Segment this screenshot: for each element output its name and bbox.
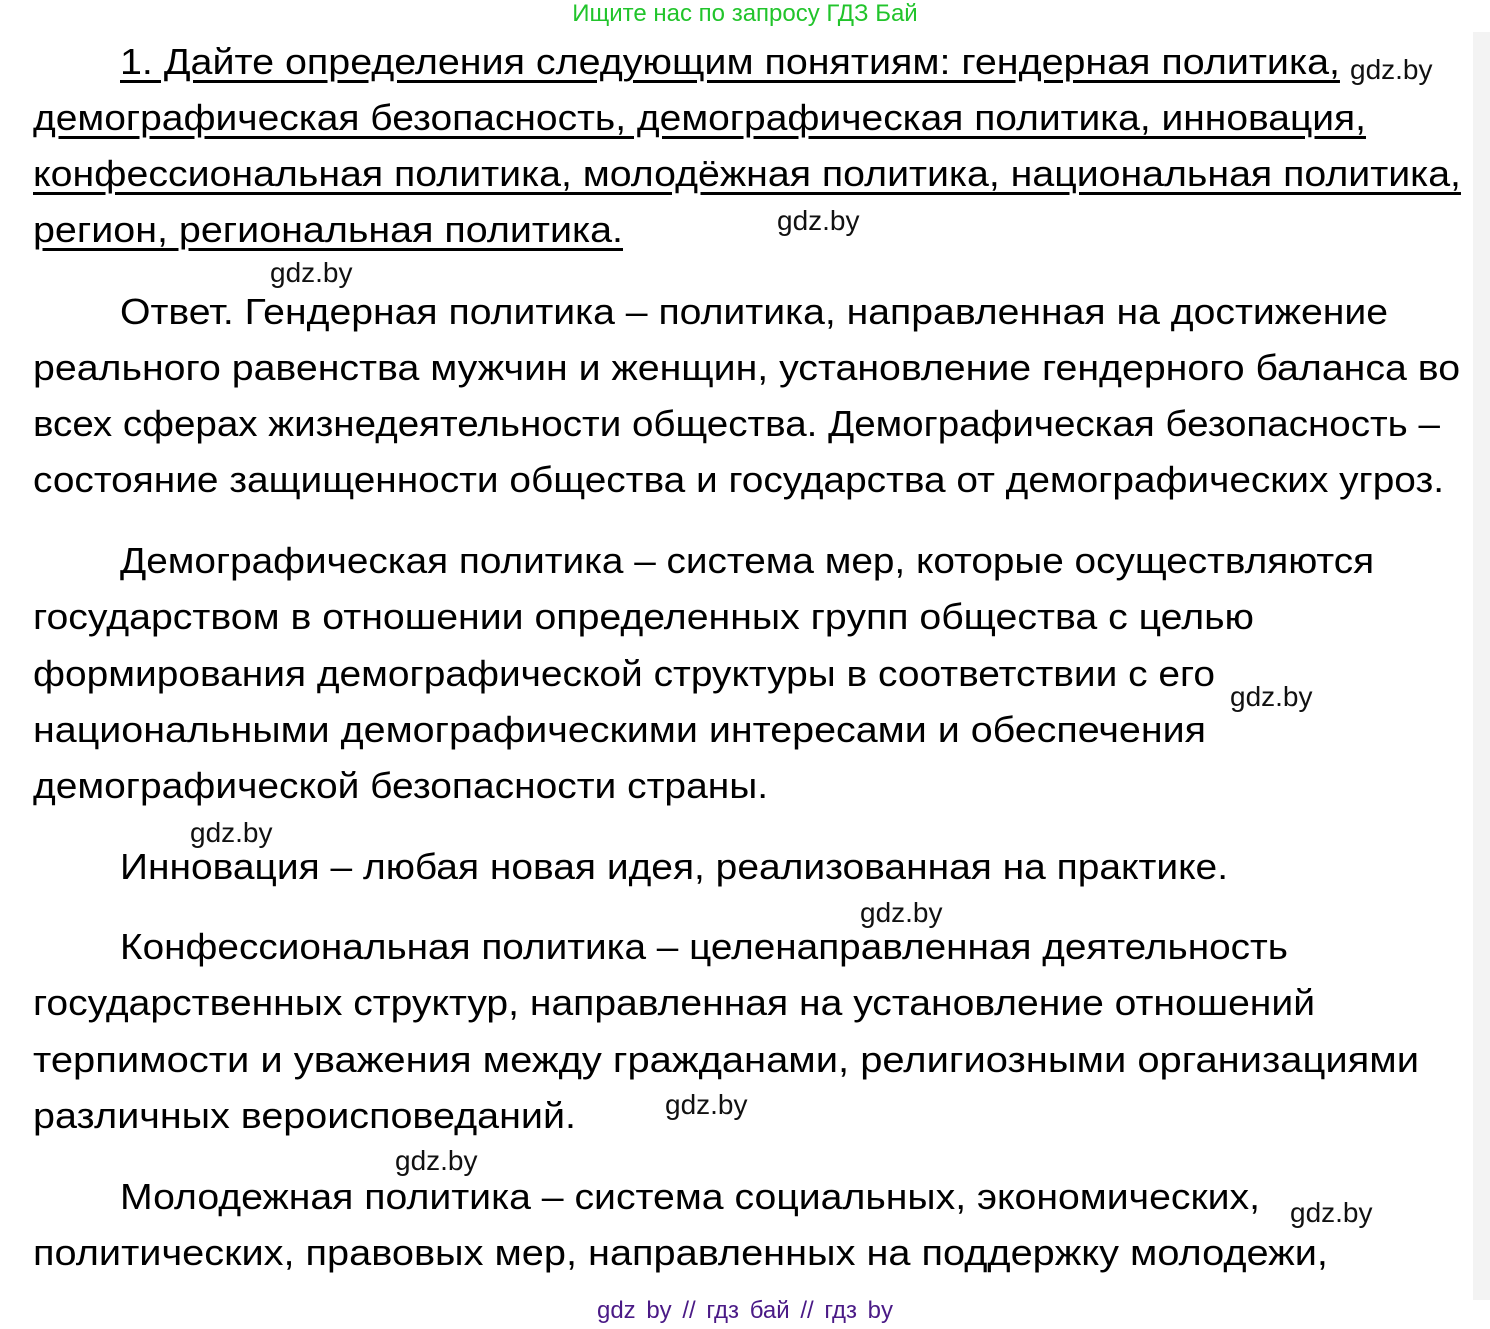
answer-line: состояние защищенности общества и государства от демографических угроз. (33, 459, 1445, 500)
watermark: gdz.by (1350, 54, 1433, 85)
watermark: gdz.by (665, 1089, 748, 1120)
answer-line: Молодежная политика – система социальных, экономических, (120, 1176, 1261, 1217)
watermark: gdz.by (190, 817, 273, 848)
answer-line: терпимости и уважения между гражданами, религиозными организациями (33, 1039, 1420, 1080)
answer-line: демографической безопасности страны. (33, 765, 769, 806)
question-line: конфессиональная политика, молодёжная политика, национальная политика, (33, 153, 1461, 194)
footer-links: gdz by // гдз бай // гдз by (596, 1297, 894, 1324)
answer-line: Демографическая политика – система мер, которые осуществляются (120, 540, 1375, 581)
answer-line: государством в отношении определенных групп общества с целью (33, 596, 1254, 637)
answer-line: формирования демографической структуры в соответствии с его (33, 653, 1215, 694)
watermark: gdz.by (1290, 1197, 1373, 1228)
answer-line: Инновация – любая новая идея, реализованная на практике. (120, 846, 1229, 887)
watermark: gdz.by (860, 897, 943, 928)
question-line: регион, региональная политика. (33, 209, 623, 250)
answer-line: политических, правовых мер, направленных на поддержку молодежи, (33, 1232, 1328, 1273)
search-banner: Ищите нас по запросу ГДЗ Бай (572, 0, 918, 27)
question-line: демографическая безопасность, демографическая политика, инновация, (33, 97, 1366, 138)
answer-line: всех сферах жизнедеятельности общества. Демографическая безопасность – (33, 403, 1440, 444)
answer-line: реального равенства мужчин и женщин, установление гендерного баланса во (33, 347, 1461, 388)
answer-line: национальными демографическими интересами и обеспечения (33, 709, 1206, 750)
answer-line: Ответ. Гендерная политика – политика, направленная на достижение (120, 291, 1389, 332)
watermark: gdz.by (270, 257, 353, 288)
watermark: gdz.by (777, 205, 860, 236)
page-edge-strip (1473, 32, 1490, 1300)
watermark: gdz.by (395, 1145, 478, 1176)
question-line: 1. Дайте определения следующим понятиям: гендерная политика, (120, 41, 1340, 82)
watermark: gdz.by (1230, 681, 1313, 712)
answer-line: государственных структур, направленная на установление отношений (33, 982, 1316, 1023)
answer-line: различных вероисповеданий. (33, 1095, 577, 1136)
answer-line: Конфессиональная политика – целенаправленная деятельность (120, 926, 1288, 967)
